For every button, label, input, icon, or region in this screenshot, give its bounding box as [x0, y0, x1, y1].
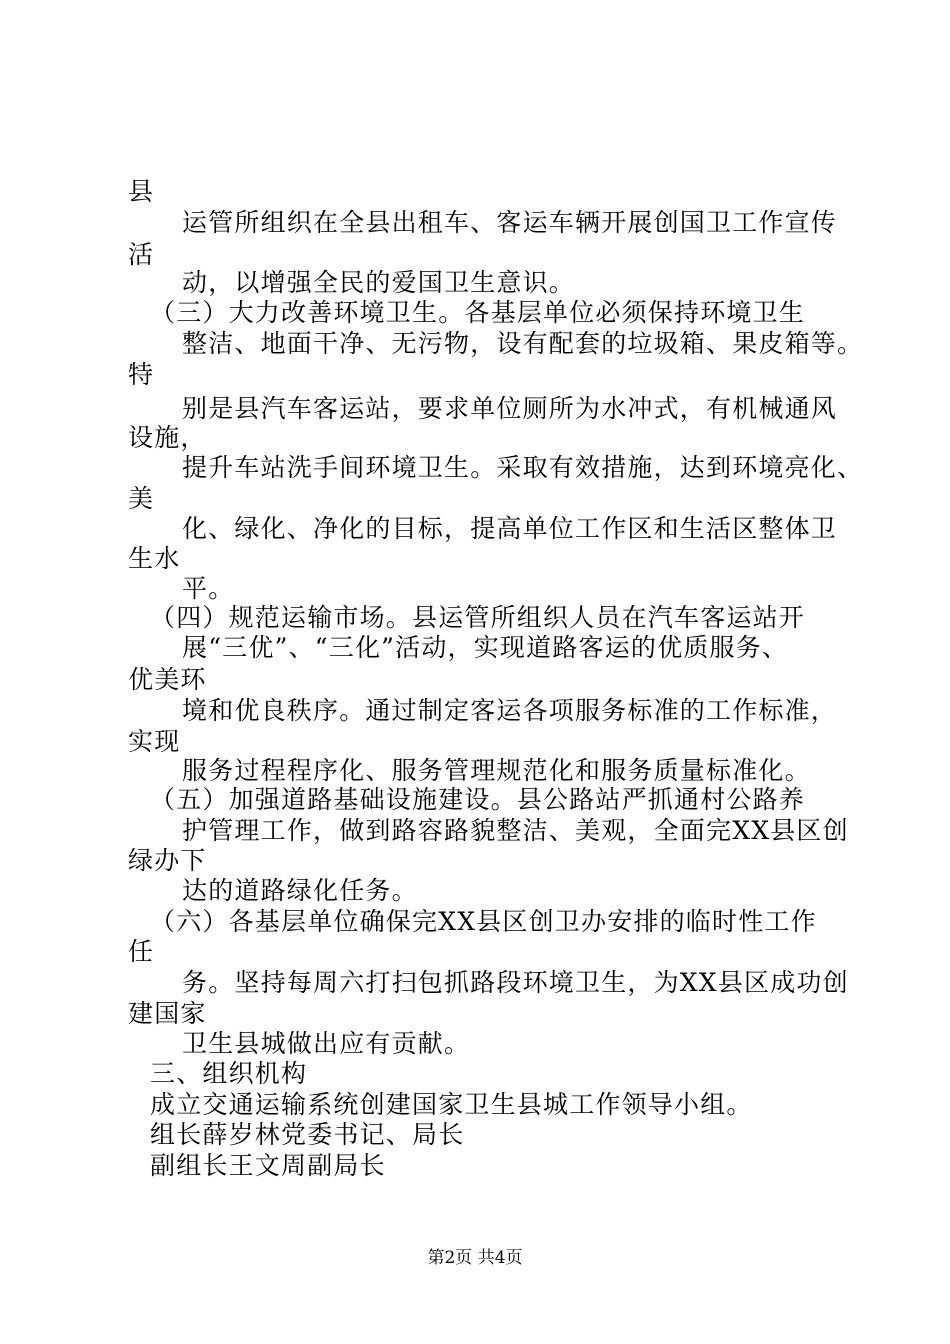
text-line: 护管理工作，做到路容路貌整洁、美观，全面完XX县区创	[182, 816, 849, 845]
text-line: 整洁、地面干净、无污物，设有配套的垃圾箱、果皮箱等。	[182, 329, 864, 358]
text-line: 提升车站洗手间环境卫生。采取有效措施，达到环境亮化、	[182, 453, 864, 482]
text-line: 生水	[128, 544, 181, 573]
text-line: 绿办下	[128, 846, 207, 875]
text-line: 务。坚持每周六打扫包抓路段环境卫生，为XX县区成功创	[182, 968, 849, 997]
text-line: 境和优良秩序。通过制定客运各项服务标准的工作标准，	[182, 696, 838, 725]
text-line: 三、组织机构	[150, 1059, 308, 1088]
page-footer: 第2页 共4页	[427, 1248, 523, 1268]
text-line: （六）各基层单位确保完XX县区创卫办安排的临时性工作	[150, 907, 817, 936]
text-line: 运管所组织在全县出租车、客运车辆开展创国卫工作宣传	[182, 208, 838, 237]
text-line: 卫生县城做出应有贡献。	[182, 1029, 471, 1058]
text-line: 实现	[128, 727, 181, 756]
text-line: 活	[128, 240, 155, 269]
text-line: 达的道路绿化任务。	[182, 876, 418, 905]
text-line: 县	[128, 177, 155, 206]
text-line: 美	[128, 484, 155, 513]
text-line: 组长薛岁林党委书记、局长	[150, 1120, 465, 1149]
text-line: （五）加强道路基础设施建设。县公路站严抓通村公路养	[150, 785, 806, 814]
text-line: 建国家	[128, 999, 207, 1028]
text-line: 化、绿化、净化的目标，提高单位工作区和生活区整体卫	[182, 514, 838, 543]
text-line: 服务过程程序化、服务管理规范化和服务质量标准化。	[182, 756, 811, 785]
text-line: 任	[128, 937, 155, 966]
text-line: 展“三优”、“三化”活动，实现道路客运的优质服务、	[182, 633, 789, 662]
text-line: 副组长王文周副局长	[150, 1151, 386, 1180]
text-line: 特	[128, 360, 155, 389]
text-line: 别是县汽车客运站，要求单位厕所为水冲式，有机械通风	[182, 394, 838, 423]
text-line: （四）规范运输市场。县运管所组织人员在汽车客运站开	[150, 603, 806, 632]
text-line: 成立交通运输系统创建国家卫生县城工作领导小组。	[150, 1090, 753, 1119]
text-line: 设施，	[128, 423, 207, 452]
text-line: 优美环	[128, 665, 207, 694]
text-line: （三）大力改善环境卫生。各基层单位必须保持环境卫生	[150, 298, 806, 327]
text-line: 动，以增强全民的爱国卫生意识。	[182, 268, 576, 297]
text-line: 平。	[182, 574, 235, 603]
